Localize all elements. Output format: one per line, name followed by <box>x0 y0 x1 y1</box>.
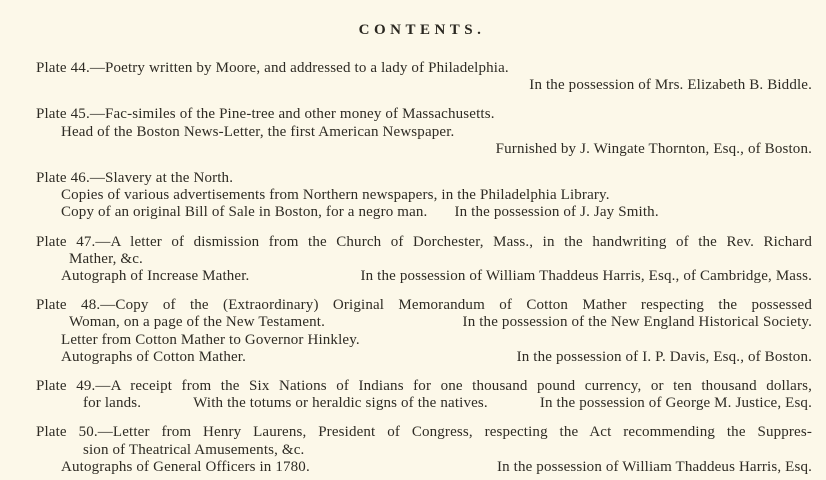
possession-text: In the possession of William Thaddeus Harris, Esq., of Cambridge, Mass. <box>360 268 812 285</box>
detail-text: With the totums or heraldic signs of the natives. <box>193 395 488 412</box>
plate-title-line: Plate 44.—Poetry written by Moore, and addressed to a lady of Philadelphia. <box>36 60 509 76</box>
possession-text: In the possession of the New England Historical Society. <box>462 314 812 331</box>
continuation-possession-line <box>83 395 812 412</box>
continuation-text: for lands. <box>83 395 142 412</box>
plate-entry-49 <box>0 378 826 412</box>
plate-entry-50 <box>0 424 826 476</box>
detail-text: Autographs of General Officers in 1780. <box>61 458 310 475</box>
plate-entry-47 <box>0 234 826 286</box>
continuation-line: sion of Theatrical Amusements, &c. <box>83 441 305 458</box>
possession-text: In the possession of George M. Justice, Esq. <box>539 395 812 412</box>
possession-text: In the possession of J. Jay Smith. <box>454 204 659 221</box>
detail-text: Autograph of Increase Mather. <box>61 268 250 285</box>
plate-title-line: Plate 48.—Copy of the (Extraordinary) Original Memorandum of Cotton Mather respecting the possessed <box>36 297 812 314</box>
possession-line: In the possession of Mrs. Elizabeth B. Biddle. <box>529 77 812 94</box>
continuation-possession-line <box>69 314 812 331</box>
plate-entry-45 <box>0 106 826 158</box>
detail-possession-line <box>61 204 826 221</box>
plate-title-line: Plate 45.—Fac-similes of the Pine-tree and other money of Massachusetts. <box>36 106 495 123</box>
plate-title-line: Plate 46.—Slavery at the North. <box>36 170 234 187</box>
continuation-text: Woman, on a page of the New Testament. <box>69 314 326 331</box>
plate-entry-46 <box>0 170 826 222</box>
page-title: CONTENTS. <box>358 22 486 38</box>
plate-entry-list <box>0 40 826 476</box>
detail-line: Letter from Cotton Mather to Governor Hinkley. <box>61 331 360 348</box>
plate-entry-44 <box>0 60 826 94</box>
plate-title-line: Plate 50.—Letter from Henry Laurens, President of Congress, respecting the Act recommending the Suppres- <box>36 424 812 441</box>
detail-text: Copy of an original Bill of Sale in Boston, for a negro man. <box>61 204 428 221</box>
possession-text: In the possession of I. P. Davis, Esq., of Boston. <box>516 348 812 365</box>
detail-line: Copies of various advertisements from Northern newspapers, in the Philadelphia Library. <box>61 187 610 204</box>
possession-line: Furnished by J. Wingate Thornton, Esq., of Boston. <box>495 140 812 157</box>
possession-text: In the possession of William Thaddeus Harris, Esq. <box>496 458 812 475</box>
plate-entry-48 <box>0 297 826 366</box>
continuation-line: Mather, &c. <box>69 250 143 267</box>
detail-possession-line <box>61 459 812 476</box>
detail-possession-line <box>61 349 812 366</box>
plate-title-line: Plate 47.—A letter of dismission from the Church of Dorchester, Mass., in the handwriting of the Rev. Richard <box>36 233 812 250</box>
plate-title-line: Plate 49.—A receipt from the Six Nations of Indians for one thousand pound currency, or ten thousand dollars, <box>36 378 812 395</box>
detail-text: Autographs of Cotton Mather. <box>61 348 247 365</box>
detail-line: Head of the Boston News-Letter, the first American Newspaper. <box>61 123 455 140</box>
detail-possession-line <box>61 268 812 285</box>
